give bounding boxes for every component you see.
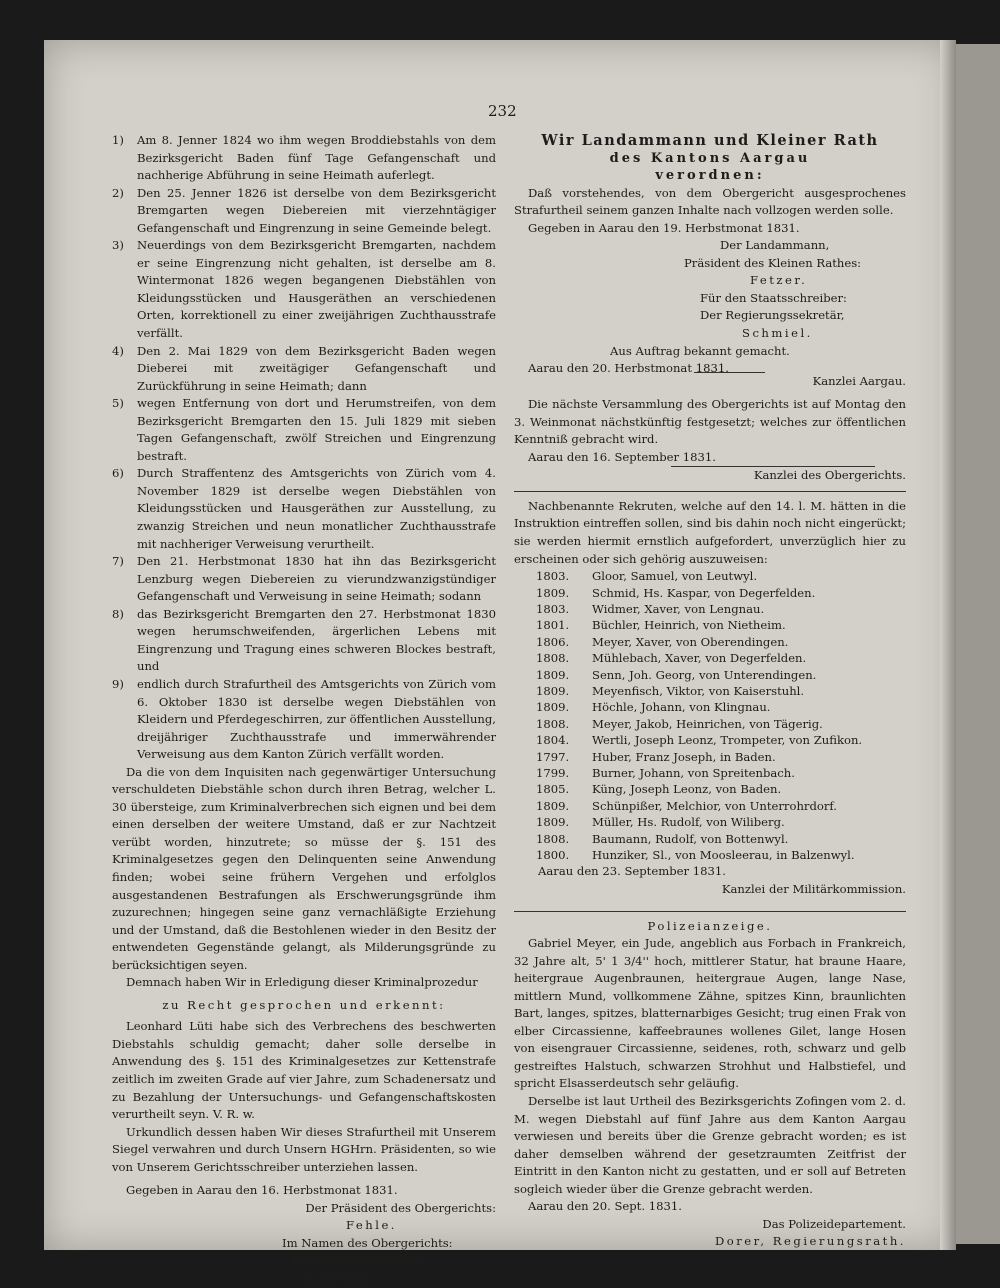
offense-item: [112, 395, 496, 465]
therefore-paragraph: Demnach haben Wir in Erledigung dieser Kriminalprozedur: [126, 975, 478, 990]
offense-item: [112, 185, 496, 238]
commission-note: Aus Auftrag bekannt gemacht.: [610, 343, 790, 358]
recruit-name: Baumann, Rudolf, von Bottenwyl.: [592, 831, 789, 846]
recruit-row: [514, 749, 862, 765]
recruit-row: [514, 814, 862, 830]
offense-item: [112, 343, 496, 396]
landammann-subtitle: Präsident des Kleinen Rathes:: [684, 255, 862, 270]
recruit-name: Hunziker, Sl., von Moosleerau, in Balzenwyl.: [592, 848, 855, 863]
section-divider-1: [514, 491, 906, 492]
page-fold: [940, 40, 956, 1250]
recruit-name: Küng, Joseph Leonz, von Baden.: [592, 782, 782, 797]
signature-3: Kanzlei der Militärkommission.: [721, 881, 906, 896]
certification-paragraph: Urkundlich dessen haben Wir dieses Strafurtheil mit Unserem Siegel verwahren und durch Unsern HGHrn. Präsidenten, so wie von Unserem Gerichtsschreiber unterziehen lassen.: [112, 1124, 496, 1174]
landammann-title: Der Landammann,: [720, 238, 830, 253]
decree-heading-1: Wir Landammann und Kleiner Rath: [541, 132, 879, 149]
right-column: [514, 132, 906, 1251]
offense-list: [112, 132, 496, 764]
recruit-birth-year: 1797.: [536, 749, 570, 764]
offense-number: 4): [112, 343, 124, 358]
for-secretary: Für den Staatsschreiber:: [700, 290, 847, 305]
recruit-row: [514, 831, 862, 847]
recruit-birth-year: 1809.: [536, 798, 570, 813]
decree-text: Daß vorstehendes, von dem Obergericht ausgesprochenes Strafurtheil seinem ganzen Inhalte nach vollzogen werden solle.: [514, 185, 906, 218]
date-3: Aarau den 23. September 1831.: [538, 864, 726, 879]
decree-heading-2: des Kantons Aargau: [609, 150, 811, 166]
offense-text: Den 25. Jenner 1826 ist derselbe von dem Bezirksgericht Bremgarten wegen Diebereien mit vierzehntägiger Gefangenschaft und Eingrenzung in seine Gemeinde belegt.: [137, 185, 496, 235]
offense-text: Neuerdings von dem Bezirksgericht Bremgarten, nachdem er seine Eingrenzung nicht gehalten, ist derselbe am 8. Wintermonat 1826 wegen begangenen Diebstählen von Kleidungsstücken und Hausgeräthen an verschiedenen Orten, korrektionell zu einer zweijährigen Zuchthausstrafe verfällt.: [137, 238, 496, 341]
reasoning-paragraph: Da die von dem Inquisiten nach gegenwärtiger Untersuchung verschuldeten Diebstähle schon durch ihren Betrag, welcher L. 30 übersteige, zum Kriminalverbrechen sich eignen und bei dem einen derselben der weitere Umstand, daß er zur Nachtzeit verübt worden, hinzutrete; so müsse der §. 151 des Kriminalgesetzes gegen den Delinquenten seine Anwendung finden; wobei seine frühern Vergehen und erfolglos ausgestandenen Bestrafungen als Erschwerungsgründe ihm zuzurechnen; hingegen seine ganz vernachläßigte Erziehung und der Umstand, daß die Bestohlenen wieder in den Besitz der entwendeten Gegenstände gelangt, als Milderungsgründe zu berücksichtigen seyen.: [112, 764, 496, 972]
signature-4b: Dorer, Regierungsrath.: [714, 1234, 906, 1249]
regierungssekretaer-name: Schmiel.: [742, 326, 813, 341]
recruit-row: [514, 716, 862, 732]
clerk-title: Der Gerichtsschreiber,: [292, 1253, 426, 1268]
recruit-name: Wertli, Joseph Leonz, Trompeter, von Zufikon.: [592, 733, 863, 748]
recruit-row: [514, 650, 862, 666]
verdict-text: Leonhard Lüti habe sich des Verbrechens des beschwerten Diebstahls schuldig gemacht; daher solle derselbe in Anwendung des §. 151 des Kriminalgesetzes zur Kettenstrafe zeitlich im zweiten Grade auf vier Jahre, zum Schadenersatz und zu Bezahlung der Untersuchungs- und Gefangenschaftskosten verurtheilt seyn. V. R. w.: [112, 1019, 496, 1122]
date-1: Aarau den 20. Herbstmonat 1831.: [528, 361, 729, 376]
recruit-name: Höchle, Johann, von Klingnau.: [592, 700, 771, 715]
offense-number: 5): [112, 396, 124, 411]
offense-text: wegen Entfernung von dort und Herumstreifen, von dem Bezirksgericht Bremgarten den 15. Juli 1829 mit sieben Tagen Gefangenschaft, zwölf Streichen und Eingrenzung bestraft.: [137, 396, 496, 463]
decree-heading-3: verordnen:: [655, 168, 765, 184]
recruit-birth-year: 1803.: [536, 569, 570, 584]
recruit-birth-year: 1799.: [536, 766, 570, 780]
facing-page-edge: [956, 44, 1000, 1244]
recruit-row: [514, 601, 862, 617]
date-4: Aarau den 20. Sept. 1831.: [528, 1199, 682, 1214]
recruit-row: [514, 765, 862, 781]
recruit-name: Meyer, Jakob, Heinrichen, von Tägerig.: [592, 716, 823, 731]
signature-2: Kanzlei des Obergerichts.: [753, 468, 906, 483]
recruit-birth-year: 1803.: [536, 601, 570, 616]
offense-text: Durch Straffentenz des Amtsgerichts von Zürich vom 4. November 1829 ist derselbe wegen Diebstählen von Kleidungsstücken und Hausgeräthen zur Ausstellung, zu zwanzig Streichen und neun monatlicher Zuchthausstrafe mit nachheriger Verweisung verurtheilt.: [137, 466, 496, 551]
page-number: 232: [488, 102, 517, 120]
recruit-name: Schmid, Hs. Kaspar, von Degerfelden.: [592, 585, 816, 600]
offense-text: das Bezirksgericht Bremgarten den 27. Herbstmonat 1830 wegen herumschweifenden, ärgerlichen Lebens mit Eingrenzung und Tragung eines schweren Blockes bestraft, und: [137, 606, 496, 674]
recruit-birth-year: 1809.: [536, 815, 570, 830]
court-session-notice: Die nächste Versammlung des Obergerichts ist auf Montag den 3. Weinmonat nächstkünftig festgesetzt; welches zur öffentlichen Kenntniß gebracht wird.: [514, 397, 906, 447]
recruit-row: [514, 585, 862, 601]
offense-number: 6): [112, 466, 124, 481]
landammann-name: Fetzer.: [750, 273, 808, 288]
recruit-birth-year: 1805.: [536, 782, 570, 797]
president-title: Der Präsident des Obergerichts:: [305, 1200, 496, 1215]
recruit-birth-year: 1809.: [536, 585, 570, 600]
offense-text: endlich durch Strafurtheil des Amtsgerichts von Zürich vom 6. Oktober 1830 ist derselbe wegen Diebstählen von Kleidern und Pferdegeschirren, zur öffentlichen Ausstellung, dreijähriger Zuchthausstrafe und immerwährender Verweisung aus dem Kanton Zürich verfällt worden.: [137, 676, 496, 762]
recruit-birth-year: 1808.: [536, 651, 570, 666]
recruit-row: [514, 568, 862, 584]
offense-item: [112, 606, 496, 676]
police-heading: Polizeianzeige.: [647, 918, 773, 933]
recruit-name: Schünpißer, Melchior, von Unterrohrdorf.: [592, 798, 837, 813]
recruit-name: Meyer, Xaver, von Oberendingen.: [592, 634, 789, 649]
recruit-birth-year: 1808.: [536, 831, 570, 846]
recruit-row: [514, 683, 862, 699]
offense-item: [112, 553, 496, 606]
recruit-birth-year: 1804.: [536, 733, 570, 748]
given-date: Gegeben in Aarau den 16. Herbstmonat 1831.: [126, 1183, 398, 1198]
signature-1: Kanzlei Aargau.: [812, 373, 906, 388]
regierungssekretaer-title: Der Regierungssekretär,: [700, 308, 845, 323]
police-description: Gabriel Meyer, ein Jude, angeblich aus Forbach in Frankreich, 32 Jahre alt, 5' 1 3/4'' hoch, mittlerer Statur, hat braune Haare, heitergraue Augenbraunen, heitergraue Augen, lange Nase, mittlern Mund, vollkommene Zähne, spitzes Kinn, braunlichten Bart, langes, spitzes, blatternarbiges Gesicht; trug einen Frak von elber Circassienne, kaffeebraunes wollenes Gilet, lange Hosen von eisengrauer Circassienne, seidenes, roth, schwarz und gelb gestreiftes Halstuch, schwarzen Strohhut und Halbstiefel, und spricht Elsasserdeutsch sehr geläufig.: [514, 936, 906, 1091]
recruit-row: [514, 847, 862, 863]
police-verdict: Derselbe ist laut Urtheil des Bezirksgerichts Zofingen vom 2. d. M. wegen Diebstahl auf fünf Jahre aus dem Kanton Aargau verwiesen und bereits über die Grenze gebracht worden; es ist daher demselben während der gesetzraumten Zeitfrist der Eintritt in den Kanton nicht zu gestatten, und er soll auf Betreten sogleich wieder über die Grenze gebracht werden.: [514, 1094, 906, 1196]
recruit-name: Burner, Johann, von Spreitenbach.: [592, 766, 795, 780]
recruit-birth-year: 1809.: [536, 667, 570, 682]
offense-item: [112, 237, 496, 342]
recruit-row: [514, 732, 862, 748]
offense-number: 1): [112, 133, 124, 147]
recruit-name: Müller, Hs. Rudolf, von Wiliberg.: [592, 815, 785, 830]
section-divider-2: [514, 911, 906, 912]
recruit-name: Widmer, Xaver, von Lengnau.: [592, 601, 765, 616]
on-behalf: Im Namen des Obergerichts:: [282, 1235, 453, 1250]
offense-number: 7): [112, 554, 124, 569]
offense-number: 2): [112, 185, 124, 200]
offense-text: Den 2. Mai 1829 von dem Bezirksgericht Baden wegen Dieberei mit zweitägiger Gefangenschaft und Zurückführung in seine Heimath; dann: [137, 343, 496, 393]
decree-date: Gegeben in Aarau den 19. Herbstmonat 1831.: [528, 220, 800, 235]
recruit-name: Büchler, Heinrich, von Nietheim.: [592, 618, 786, 633]
recruits-list: [514, 568, 862, 863]
signature-4: Das Polizeidepartement.: [762, 1216, 906, 1231]
offense-item: [112, 676, 496, 764]
offense-number: 3): [112, 238, 124, 253]
recruit-row: [514, 667, 862, 683]
offense-item: [112, 465, 496, 553]
recruit-birth-year: 1808.: [536, 716, 570, 731]
recruit-row: [514, 798, 862, 814]
president-name: Fehle.: [346, 1218, 397, 1233]
recruit-row: [514, 699, 862, 715]
verdict-heading: zu Recht gesprochen und erkennt:: [162, 997, 446, 1012]
recruit-name: Meyenfisch, Viktor, von Kaiserstuhl.: [592, 683, 805, 698]
recruit-name: Mühlebach, Xaver, von Degerfelden.: [592, 651, 807, 666]
recruits-intro: Nachbenannte Rekruten, welche auf den 14. l. M. hätten in die Instruktion eintreffen sollen, sind bis dahin noch nicht eingerückt; sie werden hiermit ernstlich aufgefordert, unverzüglich hier zu erscheinen oder sich gehörig auszuweisen:: [514, 498, 906, 566]
recruit-birth-year: 1809.: [536, 683, 570, 698]
clerk-name: L. Dietiker.: [308, 1271, 374, 1285]
recruit-name: Gloor, Samuel, von Leutwyl.: [592, 569, 758, 584]
recruit-row: [514, 781, 862, 797]
recruit-birth-year: 1809.: [536, 700, 570, 715]
recruit-birth-year: 1801.: [536, 618, 570, 633]
offense-text: Am 8. Jenner 1824 wo ihm wegen Broddiebstahls von dem Bezirksgericht Baden fünf Tage Gefangenschaft und nachherige Abführung in seine Heimath auferlegt.: [137, 133, 496, 183]
offense-item: [112, 132, 496, 185]
date-2: Aarau den 16. September 1831.: [528, 449, 716, 464]
recruit-birth-year: 1806.: [536, 634, 570, 649]
recruit-row: [514, 617, 862, 633]
offense-number: 8): [112, 606, 124, 621]
left-column: [112, 132, 496, 1288]
offense-text: Den 21. Herbstmonat 1830 hat ihn das Bezirksgericht Lenzburg wegen Diebereien zu vierundzwanzigstündiger Gefangenschaft und Verweisung in seine Heimath; sodann: [137, 554, 496, 604]
offense-number: 9): [112, 676, 124, 691]
recruit-name: Senn, Joh. Georg, von Unterendingen.: [592, 667, 817, 682]
recruit-row: [514, 634, 862, 650]
recruit-birth-year: 1800.: [536, 848, 570, 863]
recruit-name: Huber, Franz Joseph, in Baden.: [592, 749, 776, 764]
